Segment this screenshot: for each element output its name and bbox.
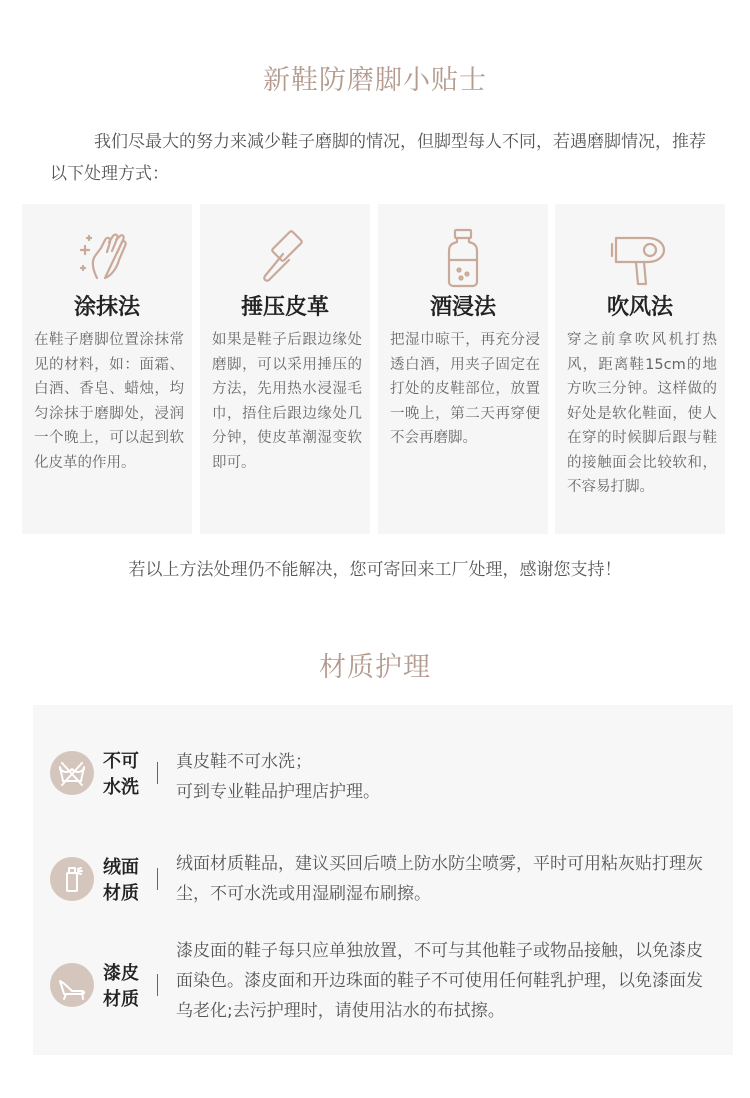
- card-title: 酒浸法: [429, 295, 496, 320]
- care-text: 漆皮面的鞋子每只应单独放置，不可与其他鞋子或物品接触，以免漆皮面染色。漆皮面和开边珠面的鞋子不可使用任何鞋乳护理，以免漆面发乌老化;去污护理时，请使用沾水的布拭擦。: [176, 941, 703, 1021]
- hand-sparkle-icon: [75, 226, 139, 290]
- tips-outro: 若以上方法处理仍不能解决，您可寄回来工厂处理，感谢您支持！: [128, 560, 622, 580]
- card-title: 吹风法: [606, 295, 673, 320]
- divider: [157, 974, 158, 996]
- hair-dryer-icon: [608, 226, 672, 290]
- care-title: 材质护理: [319, 652, 431, 683]
- hammer-icon: [253, 226, 317, 290]
- care-label: 绒面 材质: [103, 857, 139, 904]
- spray-icon: [50, 857, 94, 901]
- card-body: 如果是鞋子后跟边缘处磨脚，可以采用捶压的方法，先用热水浸湿毛巾，捂住后跟边缘处几分钟，使皮革潮湿变软即可。: [212, 332, 362, 471]
- care-text: 绒面材质鞋品，建议买回后喷上防水防尘喷雾，平时可用粘灰贴打理灰尘，不可水洗或用湿刷湿布刷擦。: [176, 854, 703, 904]
- no-wash-icon: [50, 751, 94, 795]
- tips-title: 新鞋防磨脚小贴士: [263, 65, 487, 96]
- care-label: 漆皮 材质: [103, 963, 139, 1010]
- card-title: 捶压皮革: [240, 295, 329, 320]
- card-apply: [22, 204, 192, 534]
- care-text: 真皮鞋不可水洗； 可到专业鞋品护理店护理。: [176, 752, 380, 802]
- tips-intro: 我们尽最大的努力来减少鞋子磨脚的情况，但脚型每人不同，若遇磨脚情况，推荐以下处理方式：: [50, 132, 706, 184]
- care-label: 不可 水洗: [103, 751, 139, 798]
- divider: [157, 868, 158, 890]
- tips-cards: [22, 204, 728, 534]
- care-panel: [33, 705, 733, 1055]
- card-title: 涂抹法: [73, 295, 140, 320]
- card-alcohol: [378, 204, 548, 534]
- card-body: 穿之前拿吹风机打热风，距离鞋15cm的地方吹三分钟。这样做的好处是软化鞋面，使人在穿的时候脚后跟与鞋的接触面会比较软和，不容易打脚。: [567, 332, 717, 495]
- high-heel-icon: [50, 963, 94, 1007]
- card-body: 在鞋子磨脚位置涂抹常见的材料，如：面霜、白酒、香皂、蜡烛，均匀涂抹于磨脚处，浸润一个晚上，可以起到软化皮革的作用。: [34, 332, 184, 471]
- bottle-icon: [431, 226, 495, 290]
- card-body: 把湿巾晾干，再充分浸透白酒，用夹子固定在打处的皮鞋部位，放置一晚上，第二天再穿便不会再磨脚。: [390, 332, 540, 446]
- divider: [157, 762, 158, 784]
- card-dryer: [555, 204, 725, 534]
- card-hammer: [200, 204, 370, 534]
